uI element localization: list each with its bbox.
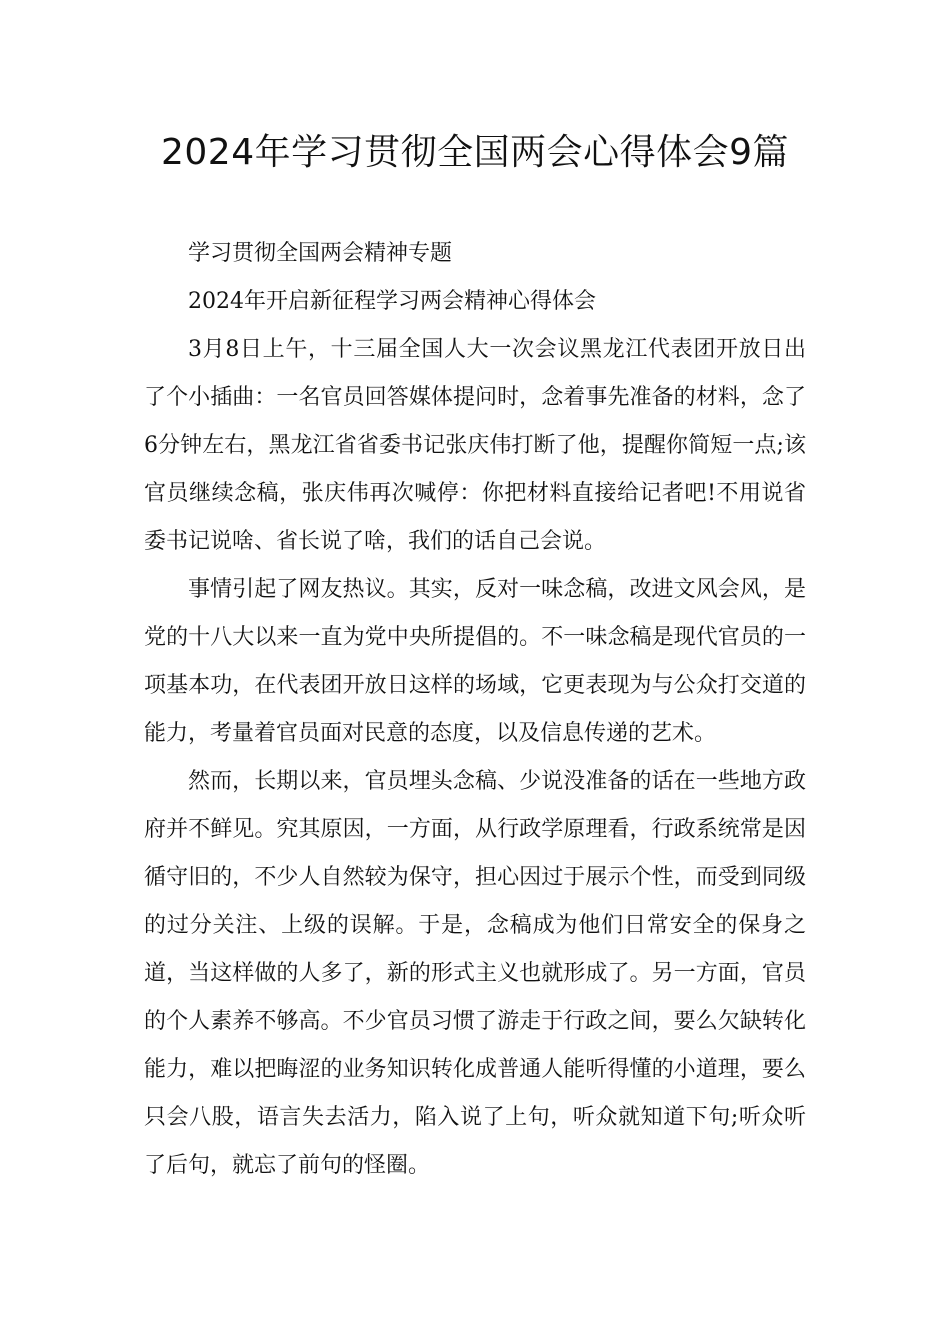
paragraph-body-1: 3月8日上午，十三届全国人大一次会议黑龙江代表团开放日出了个小插曲：一名官员回答媒体提问时，念着事先准备的材料，念了6分钟左右，黑龙江省省委书记张庆伟打断了他，提醒你简短一点;该官员继续念稿，张庆伟再次喊停：你把材料直接给记者吧!不用说省委书记说啥、省长说了啥，我们的话自己会说。 <box>144 337 806 554</box>
paragraph-body-2: 事情引起了网友热议。其实，反对一味念稿，改进文风会风，是党的十八大以来一直为党中央所提倡的。不一味念稿是现代官员的一项基本功，在代表团开放日这样的场域，它更表现为与公众打交道的能力，考量着官员面对民意的态度，以及信息传递的艺术。 <box>144 577 806 746</box>
document-title: 2024年学习贯彻全国两会心得体会9篇 <box>160 132 790 173</box>
paragraph-subtitle-1: 学习贯彻全国两会精神专题 <box>188 241 453 266</box>
document-body <box>144 230 806 1190</box>
paragraph-subtitle-2: 2024年开启新征程学习两会精神心得体会 <box>188 289 596 314</box>
paragraph-body-3: 然而，长期以来，官员埋头念稿、少说没准备的话在一些地方政府并不鲜见。究其原因，一方面，从行政学原理看，行政系统常是因循守旧的，不少人自然较为保守，担心因过于展示个性，而受到同级的过分关注、上级的误解。于是，念稿成为他们日常安全的保身之道，当这样做的人多了，新的形式主义也就形成了。另一方面，官员的个人素养不够高。不少官员习惯了游走于行政之间，要么欠缺转化能力，难以把晦涩的业务知识转化成普通人能听得懂的小道理，要么只会八股，语言失去活力，陷入说了上句，听众就知道下句;听众听了后句，就忘了前句的怪圈。 <box>144 769 806 1178</box>
